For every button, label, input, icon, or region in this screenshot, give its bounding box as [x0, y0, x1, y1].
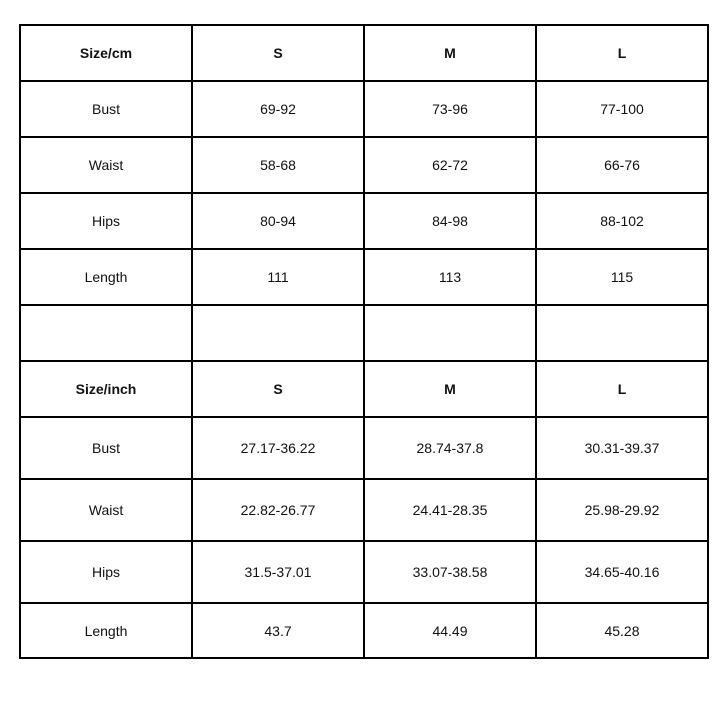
blank-cell [192, 305, 364, 361]
cell-s: 69-92 [192, 81, 364, 137]
cell-m: 113 [364, 249, 536, 305]
cell-l: 88-102 [536, 193, 708, 249]
row-label: Hips [20, 193, 192, 249]
cell-m: 24.41-28.35 [364, 479, 536, 541]
inch-header-s: S [192, 361, 364, 417]
cell-m: 62-72 [364, 137, 536, 193]
table-row [20, 137, 708, 193]
row-label: Bust [20, 81, 192, 137]
cm-header-label: Size/cm [20, 25, 192, 81]
cell-l: 115 [536, 249, 708, 305]
table-row [20, 541, 708, 603]
cell-s: 43.7 [192, 603, 364, 658]
cell-s: 31.5-37.01 [192, 541, 364, 603]
inch-header-label: Size/inch [20, 361, 192, 417]
cell-m: 84-98 [364, 193, 536, 249]
blank-cell [20, 305, 192, 361]
cm-header-s: S [192, 25, 364, 81]
cell-l: 30.31-39.37 [536, 417, 708, 479]
inch-header-m: M [364, 361, 536, 417]
cell-l: 66-76 [536, 137, 708, 193]
blank-cell [536, 305, 708, 361]
size-chart-table [19, 24, 709, 659]
cell-s: 22.82-26.77 [192, 479, 364, 541]
cell-m: 33.07-38.58 [364, 541, 536, 603]
inch-header-row [20, 361, 708, 417]
cell-m: 44.49 [364, 603, 536, 658]
cell-l: 77-100 [536, 81, 708, 137]
table-row [20, 81, 708, 137]
cell-l: 25.98-29.92 [536, 479, 708, 541]
row-label: Waist [20, 479, 192, 541]
blank-cell [364, 305, 536, 361]
table-row [20, 417, 708, 479]
cell-s: 80-94 [192, 193, 364, 249]
row-label: Length [20, 249, 192, 305]
cell-s: 58-68 [192, 137, 364, 193]
blank-row [20, 305, 708, 361]
cell-m: 73-96 [364, 81, 536, 137]
cell-s: 111 [192, 249, 364, 305]
table-row [20, 603, 708, 658]
cell-l: 34.65-40.16 [536, 541, 708, 603]
table-row [20, 249, 708, 305]
row-label: Hips [20, 541, 192, 603]
table-row [20, 193, 708, 249]
row-label: Bust [20, 417, 192, 479]
row-label: Waist [20, 137, 192, 193]
cell-l: 45.28 [536, 603, 708, 658]
cm-header-row [20, 25, 708, 81]
cell-s: 27.17-36.22 [192, 417, 364, 479]
inch-header-l: L [536, 361, 708, 417]
cm-header-m: M [364, 25, 536, 81]
row-label: Length [20, 603, 192, 658]
cm-header-l: L [536, 25, 708, 81]
table-row [20, 479, 708, 541]
cell-m: 28.74-37.8 [364, 417, 536, 479]
